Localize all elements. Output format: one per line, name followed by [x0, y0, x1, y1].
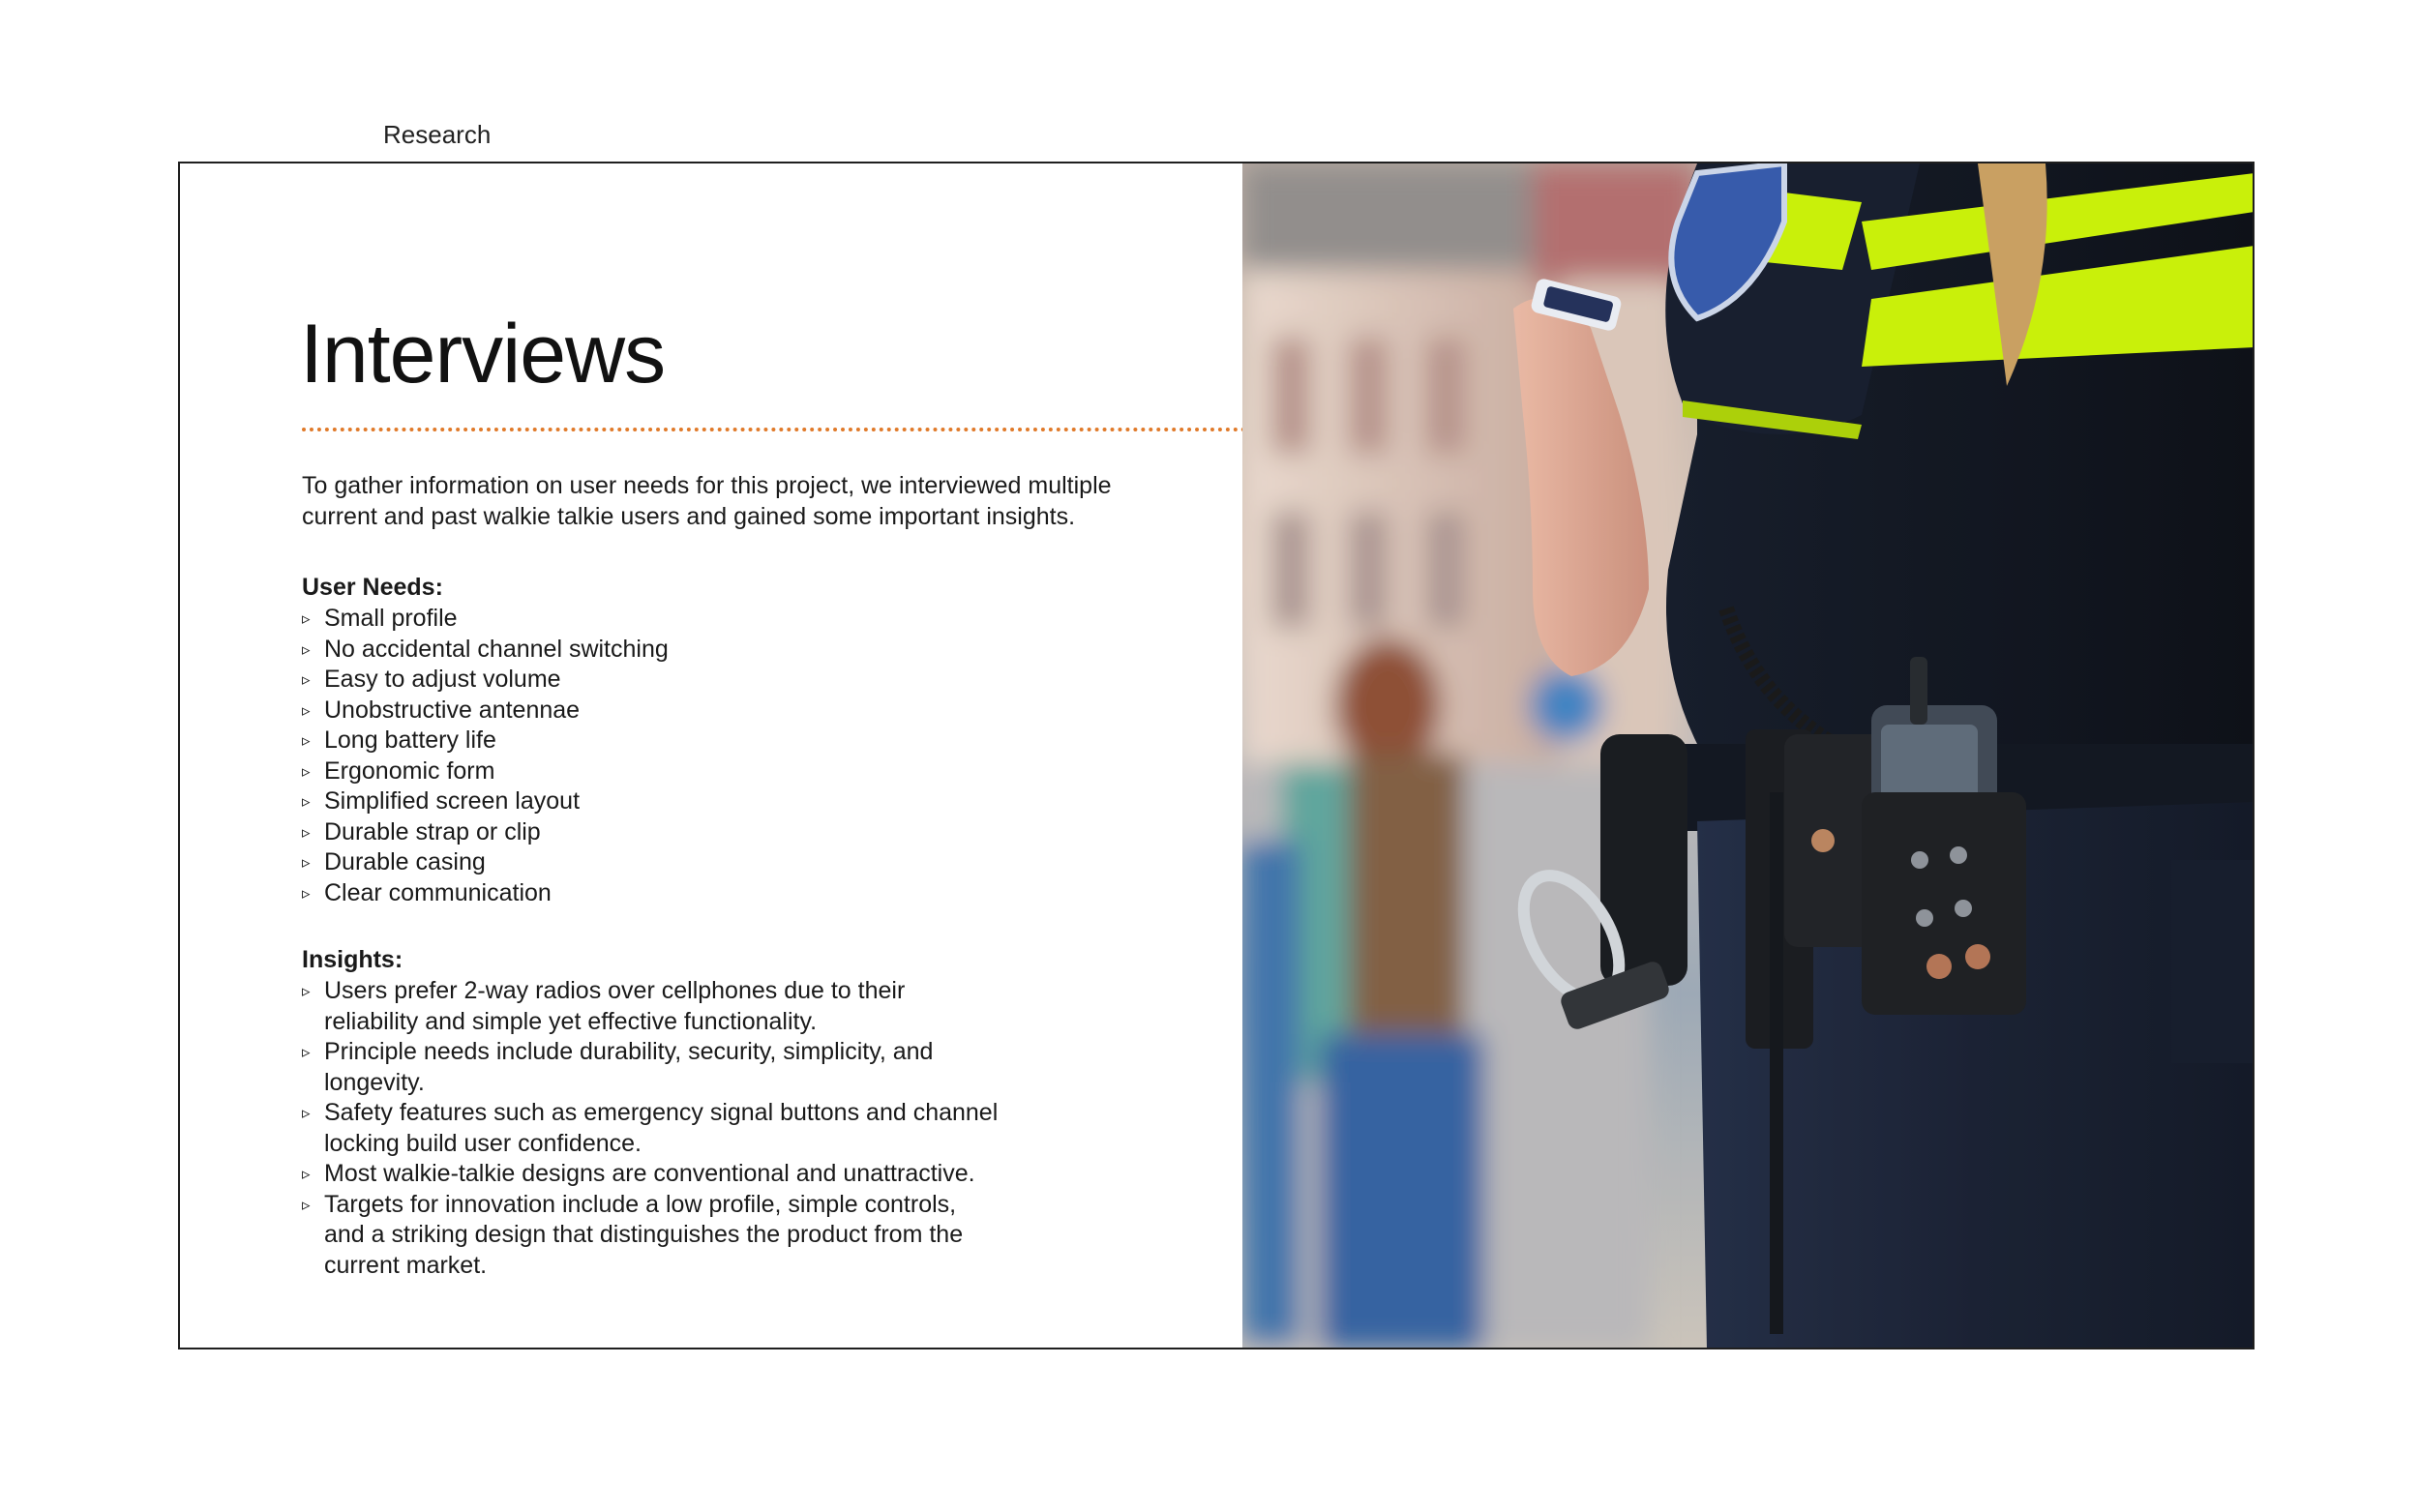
list-item: ▹ Users prefer 2-way radios over cellphones due to their reliability and simple yet effective functionality. [302, 977, 906, 1035]
list-item: ▹ Unobstructive antennae [302, 696, 669, 726]
triangle-bullet-icon: ▹ [302, 639, 311, 659]
triangle-bullet-icon: ▹ [302, 883, 311, 903]
insights-list [302, 976, 999, 1281]
list-item: ▹ Durable casing [302, 847, 669, 878]
triangle-bullet-icon: ▹ [302, 1165, 311, 1183]
police-officer-photo [1242, 163, 2255, 1349]
user-needs-heading: User Needs: [302, 574, 443, 601]
list-item: ▹ Simplified screen layout [302, 786, 669, 817]
intro-paragraph: To gather information on user needs for this project, we interviewed multiple current and past walkie talkie users and gained some important insights. [302, 472, 1112, 530]
triangle-bullet-icon: ▹ [302, 982, 311, 1000]
list-item: ▹ Long battery life [302, 726, 669, 756]
list-item: ▹ Durable strap or clip [302, 817, 669, 848]
list-item: ▹ No accidental channel switching [302, 635, 669, 666]
triangle-bullet-icon: ▹ [302, 853, 311, 872]
list-item: ▹ Most walkie-talkie designs are conventional and unattractive. [302, 1159, 999, 1190]
triangle-bullet-icon: ▹ [302, 1043, 311, 1061]
page-title: Interviews [300, 308, 666, 400]
content-frame [178, 162, 2255, 1349]
list-item: ▹ Small profile [302, 604, 669, 635]
triangle-bullet-icon: ▹ [302, 700, 311, 720]
list-item: ▹ Targets for innovation include a low profile, simple controls, and a striking design that distinguishes the product from the current market. [302, 1190, 964, 1279]
section-label: Research [383, 120, 492, 149]
photo-illustration [1242, 163, 2255, 1349]
triangle-bullet-icon: ▹ [302, 1104, 311, 1122]
triangle-bullet-icon: ▹ [302, 822, 311, 842]
text-panel [180, 163, 1244, 1348]
list-item: ▹ Ergonomic form [302, 756, 669, 787]
dotted-divider [302, 428, 1246, 431]
list-item: ▹ Clear communication [302, 878, 669, 909]
triangle-bullet-icon: ▹ [302, 609, 311, 628]
triangle-bullet-icon: ▹ [302, 731, 311, 750]
triangle-bullet-icon: ▹ [302, 792, 311, 811]
insights-heading: Insights: [302, 946, 403, 973]
list-item: ▹ Principle needs include durability, security, simplicity, and longevity. [302, 1038, 934, 1096]
list-item: ▹ Safety features such as emergency signal buttons and channel locking build user confidence. [302, 1099, 999, 1157]
user-needs-list [302, 604, 669, 908]
triangle-bullet-icon: ▹ [302, 761, 311, 781]
triangle-bullet-icon: ▹ [302, 1195, 311, 1214]
list-item: ▹ Easy to adjust volume [302, 665, 669, 696]
triangle-bullet-icon: ▹ [302, 670, 311, 689]
